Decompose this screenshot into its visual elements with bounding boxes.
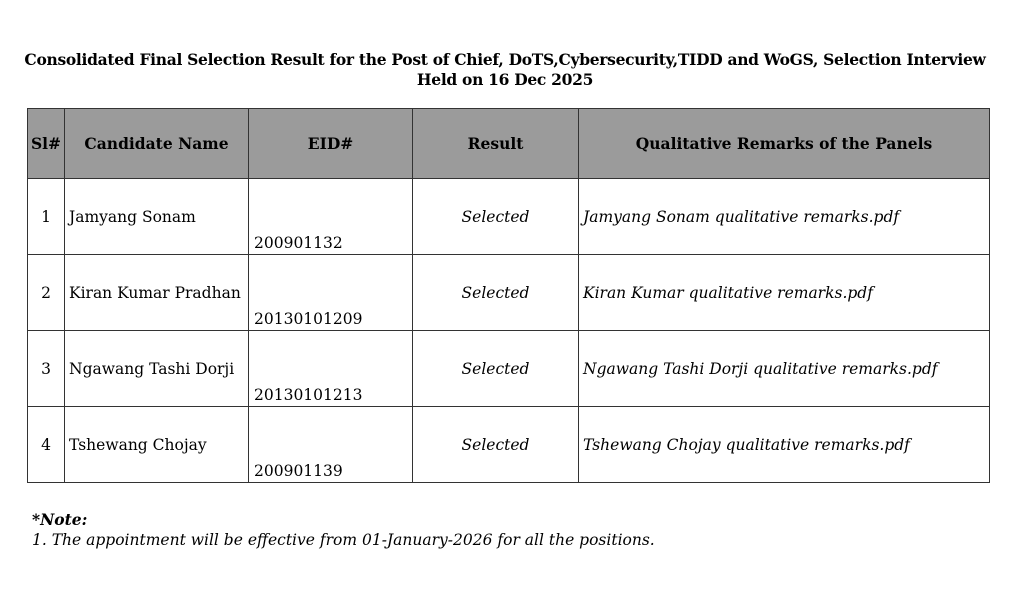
cell-eid: 200901139	[249, 407, 413, 483]
cell-candidate-name: Kiran Kumar Pradhan	[65, 255, 249, 331]
title-line-1: Consolidated Final Selection Result for the Post of Chief, DoTS,Cybersecurity,TIDD and WoGS, Selection Interview	[24, 50, 986, 69]
cell-candidate-name: Ngawang Tashi Dorji	[65, 331, 249, 407]
header-candidate-name: Candidate Name	[65, 109, 249, 179]
table-row	[28, 255, 990, 331]
cell-remarks-file: Jamyang Sonam qualitative remarks.pdf	[579, 179, 990, 255]
cell-result: Selected	[413, 255, 579, 331]
note-line-1: 1. The appointment will be effective from 01-January-2026 for all the positions.	[32, 531, 655, 549]
cell-eid: 200901132	[249, 179, 413, 255]
cell-result: Selected	[413, 179, 579, 255]
note-heading: *Note:	[32, 510, 88, 529]
header-eid: EID#	[249, 109, 413, 179]
note-section	[32, 510, 655, 550]
header-remarks: Qualitative Remarks of the Panels	[579, 109, 990, 179]
cell-remarks-file: Tshewang Chojay qualitative remarks.pdf	[579, 407, 990, 483]
table-row	[28, 407, 990, 483]
document-title	[0, 50, 1010, 90]
table-row	[28, 331, 990, 407]
header-result: Result	[413, 109, 579, 179]
cell-candidate-name: Tshewang Chojay	[65, 407, 249, 483]
cell-result: Selected	[413, 331, 579, 407]
table-row	[28, 179, 990, 255]
table-header-row	[28, 109, 990, 179]
cell-sl: 1	[28, 179, 65, 255]
cell-eid: 20130101213	[249, 331, 413, 407]
title-line-2: Held on 16 Dec 2025	[416, 70, 594, 89]
cell-remarks-file: Kiran Kumar qualitative remarks.pdf	[579, 255, 990, 331]
cell-candidate-name: Jamyang Sonam	[65, 179, 249, 255]
selection-result-table	[27, 108, 990, 483]
cell-sl: 4	[28, 407, 65, 483]
cell-sl: 3	[28, 331, 65, 407]
cell-result: Selected	[413, 407, 579, 483]
cell-remarks-file: Ngawang Tashi Dorji qualitative remarks.pdf	[579, 331, 990, 407]
header-sl: Sl#	[28, 109, 65, 179]
cell-sl: 2	[28, 255, 65, 331]
cell-eid: 20130101209	[249, 255, 413, 331]
